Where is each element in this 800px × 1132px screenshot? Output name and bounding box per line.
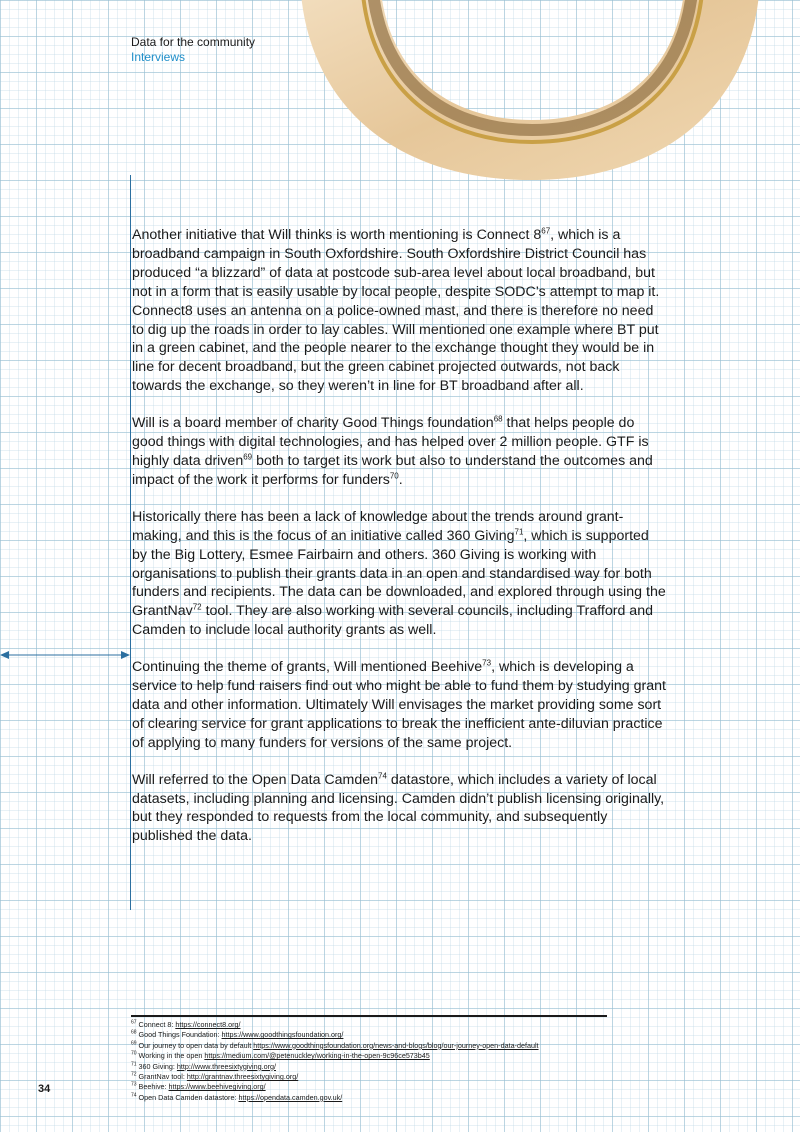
paragraph-text: Another initiative that Will thinks is worth mentioning is Connect 8 bbox=[132, 227, 542, 243]
footnote-number: 74 bbox=[131, 1092, 137, 1099]
paragraph-text: tool. They are also working with several councils, including Trafford and Camden to include local authority grants as well. bbox=[132, 603, 653, 639]
footnote-number: 71 bbox=[131, 1061, 137, 1068]
footnote-ref: 74 bbox=[378, 770, 387, 780]
footnote-ref: 73 bbox=[482, 658, 492, 668]
header-subtitle: Interviews bbox=[131, 50, 186, 64]
footnote-number: 72 bbox=[131, 1071, 137, 1078]
vertical-guide-line bbox=[130, 175, 131, 910]
paragraph-text: Will is a board member of charity Good Things foundation bbox=[132, 415, 494, 432]
footnote bbox=[131, 1020, 631, 1030]
body-paragraph bbox=[132, 508, 667, 640]
paragraph-text: datastore, which includes a variety of local datasets, including planning and licensing. Camden didn’t publish licensing originally, but they responded to requests from the local community, and subsequently published the data. bbox=[132, 771, 665, 845]
footnotes-list bbox=[131, 1020, 631, 1103]
header-title: Data for the community bbox=[131, 35, 256, 49]
body-paragraph bbox=[132, 414, 667, 490]
footnote-link[interactable]: https://opendata.camden.gov.uk/ bbox=[238, 1092, 343, 1102]
page-number: 34 bbox=[38, 1083, 51, 1095]
footnote-link[interactable]: https://connect8.org/ bbox=[175, 1020, 241, 1029]
footnote bbox=[131, 1082, 631, 1092]
footnote-number: 73 bbox=[131, 1082, 137, 1089]
footnote-divider bbox=[131, 1015, 607, 1017]
footnote-ref: 67 bbox=[541, 226, 551, 236]
paragraph-text: , which is a broadband campaign in South Oxfordshire. South Oxfordshire District Council has produced “a blizzard” of data at postcode sub-area level about local broadband, but not in a form that is easily usable by local people, despite SODC’s attempt to map it. Connect8 uses an antenna on a police-owned mast, and there is therefore no need to dig up the roads in order to lay cables. Will mentioned one example where BT put in a green cabinet, and the people nearer to the exchange thought they would be in line for decent broadband, but the green cabinet projected outwards, not back towards the exchange, so they weren’t in line for BT broadband after all. bbox=[132, 227, 660, 395]
paragraph-text: . bbox=[398, 471, 403, 488]
paragraph-text: both to target its work but also to understand the outcomes and impact of the work it performs for funders bbox=[132, 452, 653, 488]
paragraph-text: , which is developing a service to help fund raisers find out who might be able to fund them by studying grant data and other information. Ultimately Will envisages the market providing some sort of clearing service for grant applications to break the inefficient ante-diluvian practice of applying to many funders for versions of the same project. bbox=[132, 659, 666, 751]
decorative-ring-image bbox=[300, 0, 760, 200]
footnote-ref: 69 bbox=[243, 452, 253, 462]
footnote-label: Our journey to open data by default bbox=[136, 1040, 254, 1050]
footnote-ref: 68 bbox=[493, 414, 503, 424]
paragraph-text: , which is supported by the Big Lottery, Esmee Fairbairn and others. 360 Giving is working with organisations to publish their grants data in an open and standardised way for both funders and recipients. The data can be downloaded, and explored through using the GrantNav bbox=[132, 527, 666, 620]
footnote bbox=[131, 1030, 631, 1040]
body-paragraph bbox=[132, 771, 667, 847]
double-arrow-guide bbox=[0, 650, 130, 660]
paragraph-text: Historically there has been a lack of knowledge about the trends around grant-making, and this is the focus of an initiative called 360 Giving bbox=[132, 508, 624, 544]
footnote bbox=[131, 1093, 631, 1103]
paragraph-text: Continuing the theme of grants, Will mentioned Beehive bbox=[132, 659, 483, 676]
footnote bbox=[131, 1062, 631, 1072]
footnote bbox=[131, 1072, 631, 1082]
footnote-number: 69 bbox=[131, 1040, 137, 1047]
running-header bbox=[131, 35, 255, 65]
arrow-head-right bbox=[121, 651, 130, 659]
footnote-ref: 71 bbox=[514, 526, 524, 536]
paragraph-text: that helps people do good things with digital technologies, and has helped over 2 million people. GTF is highly data driven bbox=[132, 415, 649, 469]
footnote-label: Working in the open bbox=[136, 1051, 205, 1061]
footnote-label: Connect 8: bbox=[136, 1020, 176, 1029]
footnote bbox=[131, 1051, 631, 1061]
footnote-link[interactable]: https://www.goodthingsfoundation.org/news-and-blogs/blog/our-journey-open-data-default bbox=[253, 1040, 539, 1050]
arrow-head-left bbox=[0, 651, 9, 659]
footnote-label: Good Things Foundation: bbox=[136, 1030, 222, 1040]
body-paragraph bbox=[132, 226, 667, 396]
footnote-ref: 70 bbox=[389, 471, 399, 481]
footnote-number: 67 bbox=[131, 1019, 137, 1026]
footnote-number: 70 bbox=[131, 1050, 137, 1057]
footnote-ref: 72 bbox=[192, 602, 202, 612]
footnote-link[interactable]: http://www.threesixtygiving.org/ bbox=[176, 1061, 276, 1071]
footnote-label: GrantNav tool: bbox=[136, 1072, 187, 1082]
footnote-number: 68 bbox=[131, 1030, 137, 1037]
body-paragraph bbox=[132, 658, 667, 753]
footnote-label: Open Data Camden datastore: bbox=[136, 1092, 239, 1102]
footnote-label: 360 Giving: bbox=[136, 1061, 177, 1071]
footnote-link[interactable]: https://medium.com/@petenuckley/working-in-the-open-9c96ce573b45 bbox=[204, 1051, 430, 1061]
footnote-link[interactable]: http://grantnav.threesixtygiving.org/ bbox=[186, 1072, 299, 1082]
footnote bbox=[131, 1041, 631, 1051]
footnote-label: Beehive: bbox=[136, 1082, 169, 1092]
article-body bbox=[132, 226, 667, 864]
footnote-link[interactable]: https://www.goodthingsfoundation.org/ bbox=[221, 1030, 344, 1040]
paragraph-text: Will referred to the Open Data Camden bbox=[132, 771, 379, 788]
footnote-link[interactable]: https://www.beehivegiving.org/ bbox=[168, 1082, 266, 1092]
